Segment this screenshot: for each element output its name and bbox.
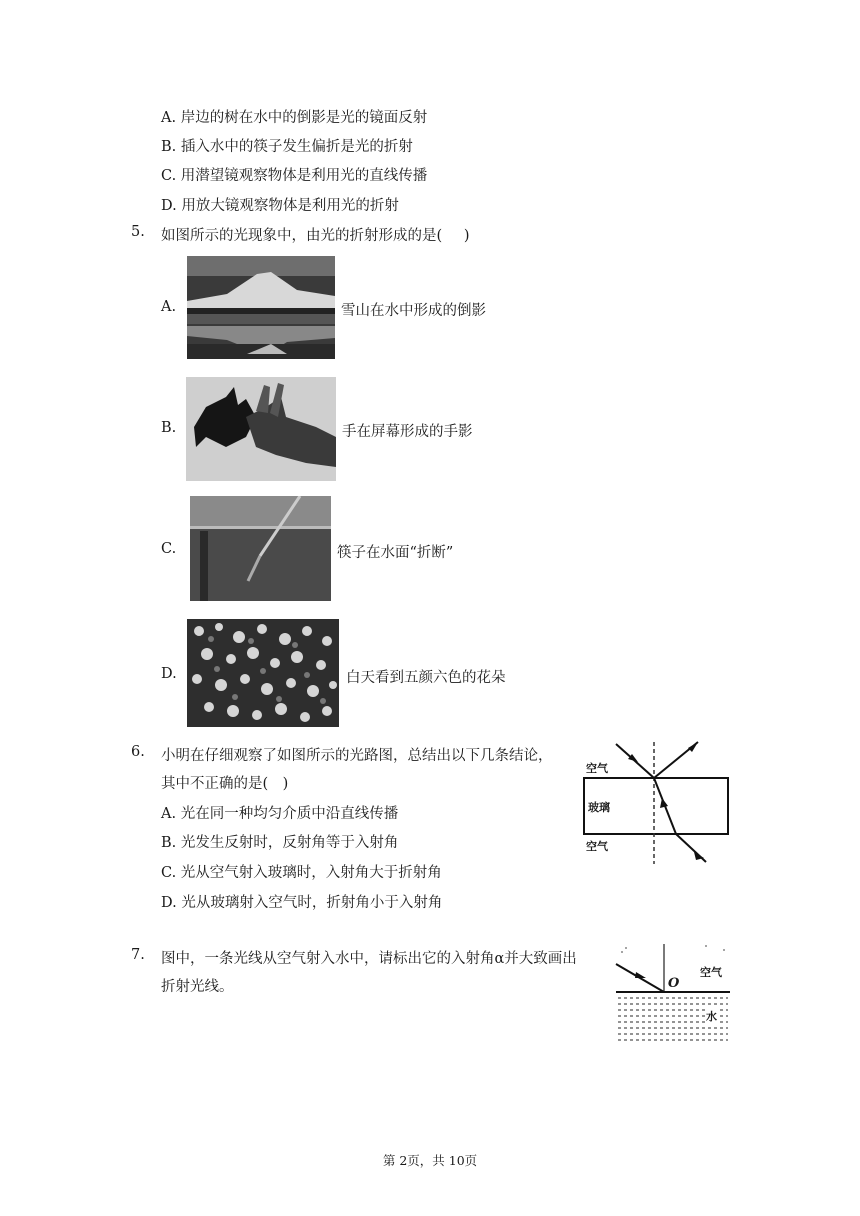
q7-stem-line-1: 图中，一条光线从空气射入水中，请标出它的入射角α并大致画出: [161, 951, 577, 967]
page-footer: 第 2页，共 10页: [382, 1153, 478, 1168]
q4-option-a: A. 岸边的树在水中的倒影是光的镜面反射: [161, 110, 428, 126]
q6-option-d: D. 光从玻璃射入空气时，折射角小于入射角: [161, 895, 443, 911]
q4-option-c: C. 用潜望镜观察物体是利用光的直线传播: [161, 168, 428, 184]
q7-refraction-figure: [606, 940, 734, 1048]
q7-number: 7.: [131, 947, 145, 963]
q6-light-path-figure: [580, 740, 732, 865]
q5-stem: 如图所示的光现象中，由光的折射形成的是( ): [161, 228, 470, 244]
q6-stem-line-2: 其中不正确的是( ): [161, 776, 289, 792]
q7-stem-line-2: 折射光线。: [161, 979, 234, 995]
q5-option-a-image: [187, 256, 335, 359]
q5-option-a-caption: 雪山在水中形成的倒影: [341, 303, 486, 319]
q5-option-d-caption: 白天看到五颜六色的花朵: [346, 670, 506, 686]
q5-option-d-letter: D.: [161, 666, 177, 682]
q5-option-c-image: [190, 496, 331, 601]
q7-label-water: 水: [706, 1010, 717, 1023]
q5-option-c-letter: C.: [161, 541, 177, 557]
q6-label-air-bottom: 空气: [586, 840, 608, 853]
q6-option-a: A. 光在同一种均匀介质中沿直线传播: [161, 806, 399, 822]
q5-option-d-image: [187, 619, 339, 727]
q5-option-a-letter: A.: [161, 299, 177, 315]
q4-option-b: B. 插入水中的筷子发生偏折是光的折射: [161, 139, 413, 155]
q5-option-b-caption: 手在屏幕形成的手影: [342, 424, 473, 440]
q6-stem-line-1: 小明在仔细观察了如图所示的光路图，总结出以下几条结论，: [161, 748, 553, 764]
q6-option-b: B. 光发生反射时，反射角等于入射角: [161, 835, 399, 851]
q5-number: 5.: [131, 224, 145, 240]
q7-label-point-o: O: [668, 976, 680, 991]
q5-option-b-letter: B.: [161, 420, 177, 436]
q6-number: 6.: [131, 744, 145, 760]
q6-label-air-top: 空气: [586, 762, 608, 775]
q7-label-air: 空气: [700, 966, 722, 979]
q5-option-b-image: [186, 377, 336, 481]
q5-option-c-caption: 筷子在水面“折断”: [337, 545, 454, 561]
q6-option-c: C. 光从空气射入玻璃时，入射角大于折射角: [161, 865, 442, 881]
q6-label-glass: 玻璃: [588, 801, 610, 814]
q4-option-d: D. 用放大镜观察物体是利用光的折射: [161, 198, 399, 214]
